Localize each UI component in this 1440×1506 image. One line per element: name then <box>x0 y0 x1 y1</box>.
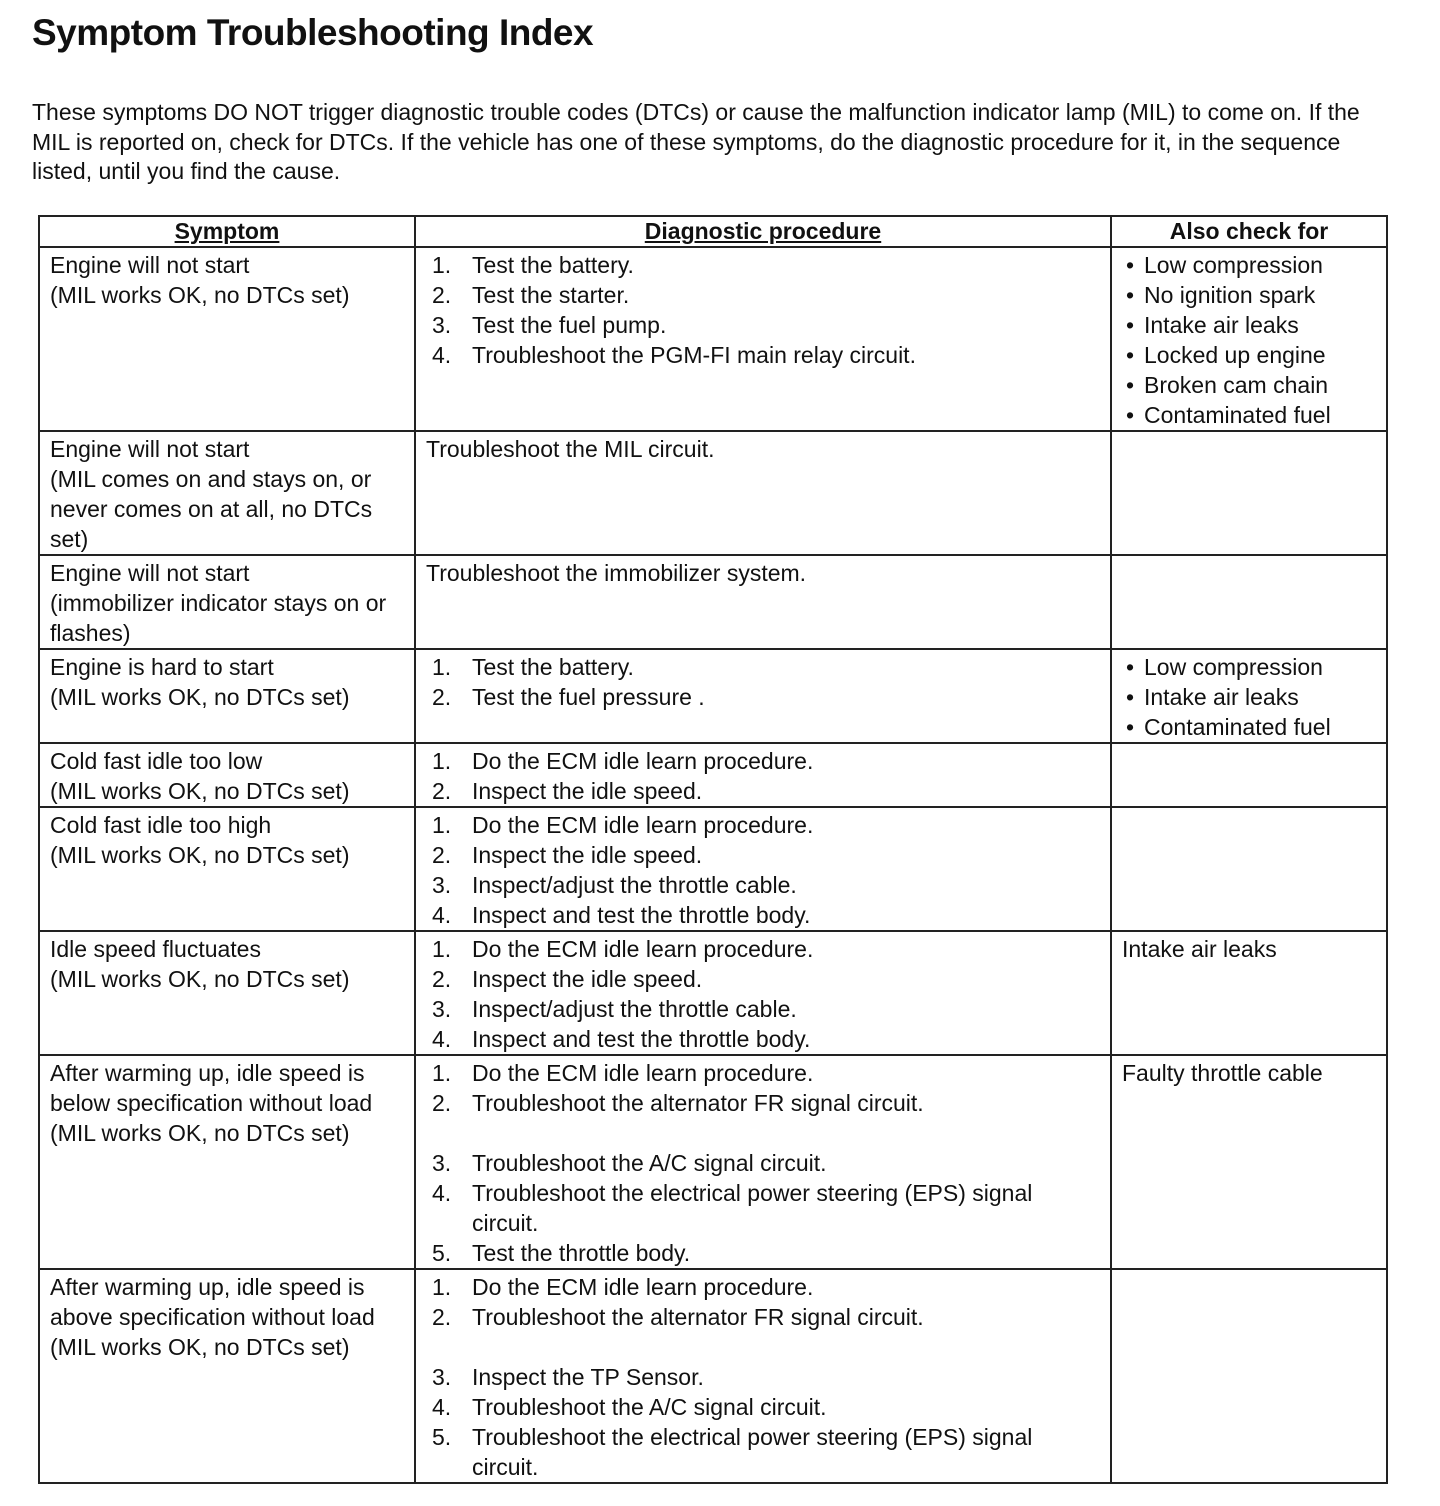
procedure-step: 1. Do the ECM idle learn procedure. <box>432 1274 814 1300</box>
symptom-title: Cold fast idle too low <box>50 748 263 774</box>
intro-paragraph: These symptoms DO NOT trigger diagnostic trouble codes (DTCs) or cause the malfunction indicator lamp (MIL) to come on. If the MIL is reported on, check for DTCs. If the vehicle has one of these symptoms, do the diagnostic procedure for it, in the sequence listed, until you find the cause. <box>32 99 1360 184</box>
procedure-step: 2. Inspect the idle speed. <box>432 778 703 804</box>
symptom-title: Engine will not start <box>50 436 250 462</box>
procedure-step: 1. Test the battery. <box>432 654 634 680</box>
procedure-step: 1. Test the battery. <box>432 252 634 278</box>
procedure-steps <box>426 1272 1102 1482</box>
procedure-cell <box>415 555 1111 649</box>
symptom-title: Engine will not start <box>50 252 250 278</box>
procedure-step: 4. Troubleshoot the PGM-FI main relay circuit. <box>432 342 916 368</box>
also-check-item: • Low compression <box>1126 252 1323 278</box>
procedure-step: 3. Test the fuel pump. <box>432 312 667 338</box>
symptom-cell <box>39 1055 415 1269</box>
procedure-cell <box>415 431 1111 555</box>
symptom-cell <box>39 649 415 743</box>
procedure-cell <box>415 743 1111 807</box>
symptom-condition: (MIL works OK, no DTCs set) <box>50 684 350 710</box>
also-check-item: • Contaminated fuel <box>1126 714 1331 740</box>
table-row <box>39 247 1387 431</box>
procedure-steps <box>426 652 1102 712</box>
procedure-step: 5. Troubleshoot the electrical power steering (EPS) signal circuit. <box>432 1424 1033 1480</box>
table-header-row <box>39 216 1387 247</box>
also-check-cell <box>1111 931 1387 1055</box>
table-row <box>39 1269 1387 1483</box>
symptom-condition: (immobilizer indicator stays on or flashes) <box>50 590 387 646</box>
also-check-item: • Low compression <box>1126 654 1323 680</box>
also-check-cell <box>1111 743 1387 807</box>
procedure-cell <box>415 1055 1111 1269</box>
table-row <box>39 649 1387 743</box>
procedure-step: 1. Do the ECM idle learn procedure. <box>432 936 814 962</box>
symptom-condition: (MIL works OK, no DTCs set) <box>50 1334 350 1360</box>
also-check-cell <box>1111 1055 1387 1269</box>
symptom-title: Cold fast idle too high <box>50 812 272 838</box>
table-row <box>39 431 1387 555</box>
symptom-condition: (MIL works OK, no DTCs set) <box>50 966 350 992</box>
procedure-step: 3. Inspect the TP Sensor. <box>432 1364 704 1390</box>
also-check-cell <box>1111 807 1387 931</box>
procedure-step: 3. Troubleshoot the A/C signal circuit. <box>432 1150 827 1176</box>
symptom-cell <box>39 555 415 649</box>
table-row <box>39 1055 1387 1269</box>
symptom-title: Engine will not start <box>50 560 250 586</box>
also-check-cell <box>1111 431 1387 555</box>
procedure-step: 2. Test the fuel pressure . <box>432 684 705 710</box>
symptom-cell <box>39 807 415 931</box>
symptom-condition: (MIL comes on and stays on, or never comes on at all, no DTCs set) <box>50 466 373 552</box>
procedure-steps <box>426 934 1102 1054</box>
also-check-text: Faulty throttle cable <box>1122 1060 1323 1086</box>
symptom-title: After warming up, idle speed is below specification without load <box>50 1060 373 1116</box>
procedure-cell <box>415 247 1111 431</box>
symptom-cell <box>39 431 415 555</box>
procedure-cell <box>415 1269 1111 1483</box>
symptom-cell <box>39 931 415 1055</box>
symptom-condition: (MIL works OK, no DTCs set) <box>50 778 350 804</box>
procedure-step: 5. Test the throttle body. <box>432 1240 691 1266</box>
symptom-cell <box>39 1269 415 1483</box>
symptom-title: Engine is hard to start <box>50 654 274 680</box>
also-check-cell <box>1111 1269 1387 1483</box>
also-check-list <box>1122 652 1378 742</box>
procedure-step: 4. Inspect and test the throttle body. <box>432 1026 811 1052</box>
procedure-step: 4. Troubleshoot the electrical power steering (EPS) signal circuit. <box>432 1180 1033 1236</box>
procedure-steps <box>426 250 1102 370</box>
procedure-step: 3. Inspect/adjust the throttle cable. <box>432 872 797 898</box>
also-check-list <box>1122 250 1378 430</box>
symptom-cell <box>39 247 415 431</box>
also-check-cell <box>1111 649 1387 743</box>
procedure-text: Troubleshoot the immobilizer system. <box>426 560 807 586</box>
also-check-item: • No ignition spark <box>1126 282 1316 308</box>
also-check-cell <box>1111 555 1387 649</box>
symptom-condition: (MIL works OK, no DTCs set) <box>50 282 350 308</box>
procedure-step: 2. Troubleshoot the alternator FR signal circuit. <box>432 1304 924 1330</box>
also-check-item: • Intake air leaks <box>1126 312 1299 338</box>
procedure-cell <box>415 649 1111 743</box>
table-row <box>39 555 1387 649</box>
procedure-step: 4. Troubleshoot the A/C signal circuit. <box>432 1394 827 1420</box>
procedure-text: Troubleshoot the MIL circuit. <box>426 436 715 462</box>
also-check-item: • Locked up engine <box>1126 342 1326 368</box>
header-diagnostic-procedure: Diagnostic procedure <box>415 216 1111 247</box>
symptom-condition: (MIL works OK, no DTCs set) <box>50 1120 350 1146</box>
also-check-item: • Intake air leaks <box>1126 684 1299 710</box>
also-check-text: Intake air leaks <box>1122 936 1277 962</box>
page-title: Symptom Troubleshooting Index <box>32 12 594 53</box>
procedure-step: 2. Test the starter. <box>432 282 630 308</box>
procedure-cell <box>415 807 1111 931</box>
procedure-step: 2. Inspect the idle speed. <box>432 842 703 868</box>
table-row <box>39 931 1387 1055</box>
procedure-step: 4. Inspect and test the throttle body. <box>432 902 811 928</box>
also-check-cell <box>1111 247 1387 431</box>
also-check-item: • Contaminated fuel <box>1126 402 1331 428</box>
procedure-cell <box>415 931 1111 1055</box>
procedure-steps <box>426 1058 1102 1268</box>
header-also-check-for: Also check for <box>1111 216 1387 247</box>
symptom-index-table <box>38 215 1388 1484</box>
table-row <box>39 807 1387 931</box>
symptom-condition: (MIL works OK, no DTCs set) <box>50 842 350 868</box>
symptom-title: Idle speed fluctuates <box>50 936 261 962</box>
procedure-step: 3. Inspect/adjust the throttle cable. <box>432 996 797 1022</box>
procedure-step: 1. Do the ECM idle learn procedure. <box>432 812 814 838</box>
header-symptom: Symptom <box>39 216 415 247</box>
procedure-step: 1. Do the ECM idle learn procedure. <box>432 748 814 774</box>
procedure-steps <box>426 810 1102 930</box>
procedure-step: 1. Do the ECM idle learn procedure. <box>432 1060 814 1086</box>
procedure-steps <box>426 746 1102 806</box>
symptom-title: After warming up, idle speed is above specification without load <box>50 1274 375 1330</box>
table-row <box>39 743 1387 807</box>
procedure-step: 2. Troubleshoot the alternator FR signal circuit. <box>432 1090 924 1116</box>
symptom-cell <box>39 743 415 807</box>
procedure-step: 2. Inspect the idle speed. <box>432 966 703 992</box>
also-check-item: • Broken cam chain <box>1126 372 1329 398</box>
